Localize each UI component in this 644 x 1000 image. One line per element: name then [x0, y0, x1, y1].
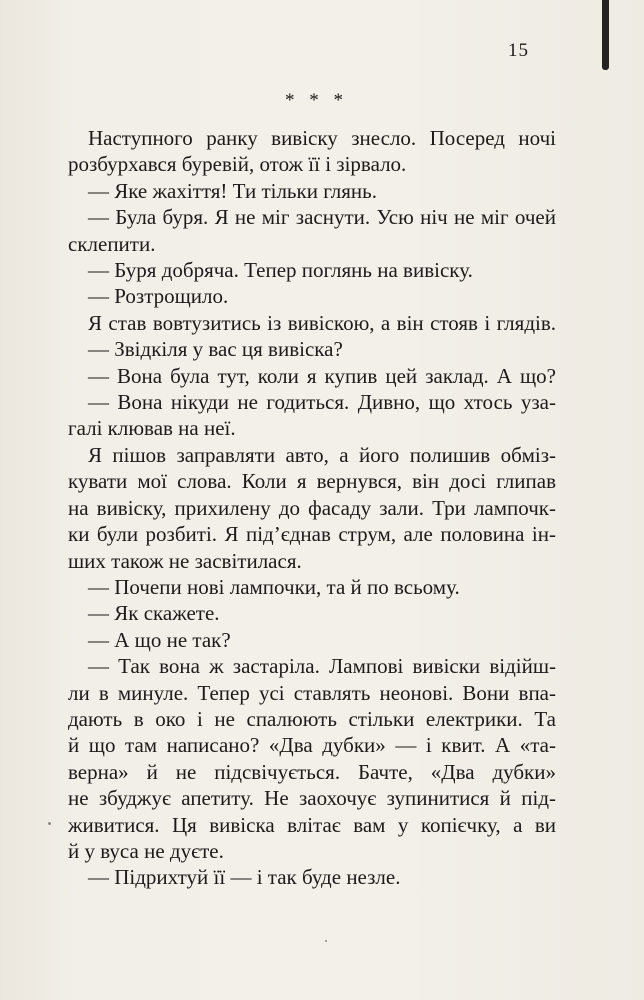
text-line: ли в минуле. Тепер усі ставлять неонові. Вони впа-: [68, 680, 556, 705]
text-line: — Буря добряча. Тепер поглянь на вивіску.: [88, 258, 473, 283]
page-number: 15: [508, 40, 529, 61]
text-line: Я став вовтузитись із вивіскою, а він стояв і глядів.: [88, 310, 556, 335]
text-line: — Так вона ж застаріла. Лампові вивіски відійш-: [88, 654, 556, 679]
text-line: на вивіску, прихилену до фасаду зали. Три лампочк-: [68, 495, 556, 520]
text-line: верна» й не підсвічується. Бачте, «Два дубки»: [68, 759, 556, 784]
text-line: — Яке жахіття! Ти тільки глянь.: [88, 178, 377, 203]
text-line: ших також не засвітилася.: [68, 548, 302, 573]
text-line: галі клював на неї.: [68, 416, 236, 441]
text-line: ки були розбиті. Я під’єднав струм, але половина ін-: [68, 522, 556, 547]
text-line: — Була буря. Я не міг заснути. Усю ніч не міг очей: [88, 205, 556, 230]
text-line: — Звідкіля у вас ця вивіска?: [88, 337, 343, 362]
text-line: — Розтрощило.: [88, 284, 229, 309]
text-line: дають в око і не спалюють стільки електрики. Та: [68, 706, 556, 731]
text-line: — Підрихтуй її — і так буде незле.: [88, 865, 401, 890]
text-line: — Почепи нові лампочки, та й по всьому.: [88, 574, 460, 599]
text-line: не збуджує апетиту. Не заохочує зупинитися й під-: [68, 786, 556, 811]
section-break-ornament: * * *: [285, 90, 348, 111]
text-line: Наступного ранку вивіску знесло. Посеред ночі: [88, 126, 556, 150]
page-edge-mark: [602, 0, 609, 70]
text-line: розбурхався буревій, отож її і зірвало.: [68, 152, 407, 177]
text-line: кувати мої слова. Коли я вернувся, він досі глипав: [68, 469, 556, 494]
text-line: склепити.: [68, 231, 156, 256]
text-line: Я пішов заправляти авто, а його полишив обміз-: [88, 442, 556, 467]
text-line: — Вона нікуди не годиться. Дивно, що хтось уза-: [88, 390, 556, 415]
text-line: живитися. Ця вивіска влітає вам у копієчку, а ви: [68, 812, 556, 837]
paper-speck: [48, 822, 51, 825]
body-text: [68, 125, 556, 891]
text-line: й що там написано? «Два дубки» — і квит. А «та-: [68, 733, 556, 758]
text-line: — Як скажете.: [88, 601, 220, 626]
text-line: — Вона була тут, коли я купив цей заклад. А що?: [88, 363, 556, 388]
text-line: — А що не так?: [88, 627, 231, 652]
paper-speck: [325, 940, 327, 942]
text-line: й у вуса не дуєте.: [68, 838, 224, 863]
